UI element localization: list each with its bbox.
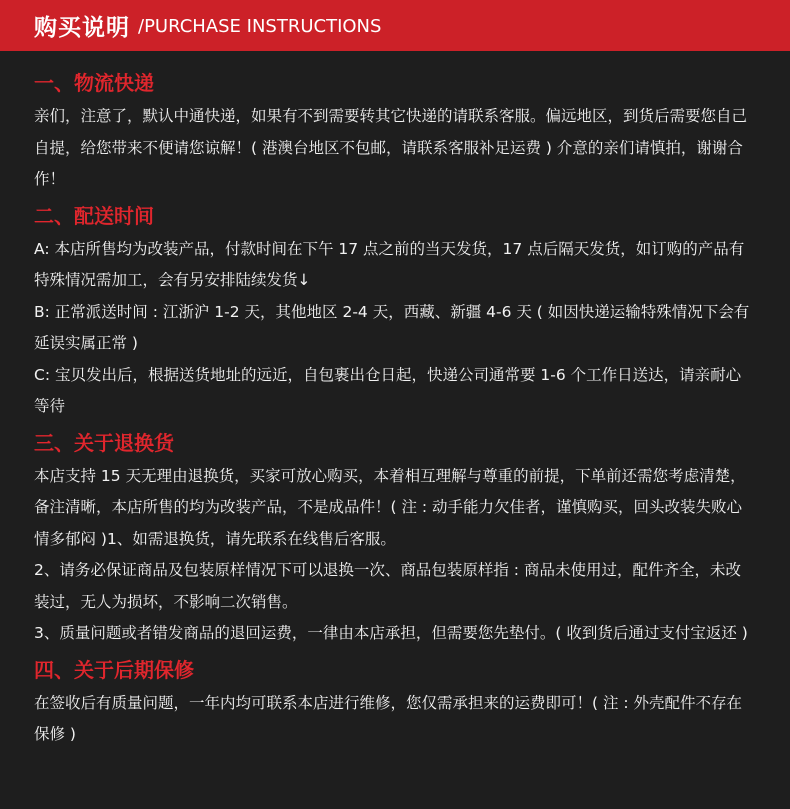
instructions-content (0, 51, 790, 751)
section-title-warranty: 四、关于后期保修 (34, 657, 194, 682)
section-title-delivery-time: 二、配送时间 (34, 203, 154, 228)
section-paragraph: 在签收后有质量问题，一年内均可联系本店进行维修，您仅需承担来的运费即可！( 注 : 外壳配件不存在保修 ) (34, 693, 743, 743)
section-paragraph: C: 宝贝发出后，根据送货地址的远近，自包裹出仓日起，快递公司通常要 1-6 个工作日送达，请亲耐心等待 (34, 365, 742, 415)
section-paragraph: 亲们，注意了，默认中通快递，如果有不到需要转其它快递的请联系客服。偏远地区，到货后需要您自己自提，给您带来不便请您谅解！( 港澳台地区不包邮，请联系客服补足运费 ) 介意的亲们请慎拍，谢谢合作！ (34, 107, 748, 188)
section-paragraph: 3、质量问题或者错发商品的退回运费，一律由本店承担，但需要您先垫付。( 收到货后通过支付宝返还 ) (34, 624, 748, 642)
section-title-returns: 三、关于退换货 (34, 430, 174, 455)
header-title-en: /PURCHASE INSTRUCTIONS (138, 16, 382, 37)
section-paragraph: 2、请务必保证商品及包装原样情况下可以退换一次、商品包装原样指 : 商品未使用过，配件齐全，未改装过，无人为损坏，不影响二次销售。 (34, 561, 741, 611)
section-paragraph: B: 正常派送时间 : 江浙沪 1-2 天，其他地区 2-4 天，西藏、新疆 4-6 天 ( 如因快递运输特殊情况下会有延误实属正常 ) (34, 302, 750, 352)
section-paragraph: 本店支持 15 天无理由退换货，买家可放心购买，本着相互理解与尊重的前提，下单前还需您考虑清楚，备注清晰，本店所售的均为改装产品，不是成品件！( 注 : 动手能力欠佳者，谨慎购买，回头改装失败心情多郁闷 )1、如需退换货，请先联系在线售后客服。 (34, 466, 746, 548)
section-paragraph: A: 本店所售均为改装产品，付款时间在下午 17 点之前的当天发货，17 点后隔天发货，如订购的产品有特殊情况需加工，会有另安排陆续发货↓ (34, 239, 745, 289)
header-title-cn: 购买说明 (34, 15, 130, 41)
header-banner (0, 0, 790, 51)
section-title-logistics: 一、物流快递 (34, 71, 154, 95)
